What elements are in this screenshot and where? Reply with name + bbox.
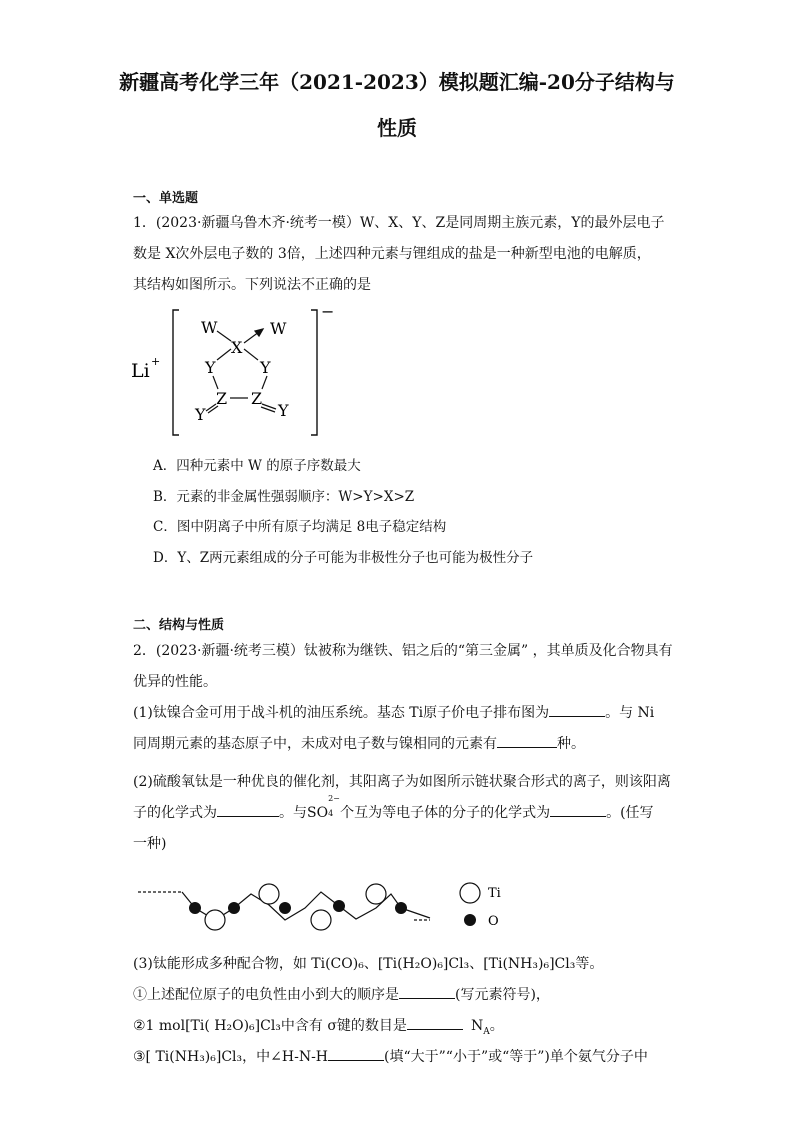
q1-option-d: D．Y、Z两元素组成的分子可能为非极性分子也可能为极性分子 xyxy=(153,550,534,566)
right-bracket xyxy=(311,310,317,435)
ti-atom xyxy=(205,910,225,930)
answer-blank-electronegativity[interactable] xyxy=(399,984,455,999)
o-atom xyxy=(395,902,407,914)
q2-stem-line2: 优异的性能。 xyxy=(133,674,217,690)
q2-stem-line1: 2．(2023·新疆·统考三模）钛被称为继铁、铝之后的“第三金属” ，其单质及化合物具有 xyxy=(133,643,673,659)
q2-part2-text-c: 个互为等电子体的分子的化学式为 xyxy=(340,805,551,821)
legend-ti-circle xyxy=(460,883,480,903)
q2-part3-sub1-text-b: (写元素符号)， xyxy=(455,987,550,1003)
avogadro-symbol: N xyxy=(470,1018,484,1034)
sulfate-sub-sup xyxy=(328,794,340,818)
atom-x: X xyxy=(231,338,243,357)
answer-blank-bond-angle[interactable] xyxy=(328,1046,384,1061)
q2-part3-sub2 xyxy=(133,1015,504,1037)
q2-part3-sub3-text-b: (填“大于”“小于”或“等于”)单个氨气分子中 xyxy=(384,1049,648,1065)
ti-atom xyxy=(259,884,279,904)
sulfate-charge: 2− xyxy=(328,794,340,803)
legend-ti-label: Ti xyxy=(488,886,501,901)
ti-atom xyxy=(366,884,386,904)
atom-y-bottom-left: Y xyxy=(195,405,206,424)
q2-part3-sub2-text-a: ②1 mol[Ti( H₂O)₆]Cl₃中含有 σ键的数目是 xyxy=(133,1018,407,1034)
q2-part1-line2 xyxy=(133,733,585,753)
section-heading-single-choice: 一、单选题 xyxy=(133,191,199,206)
atom-z-right: Z xyxy=(251,389,263,408)
q1-option-b: B．元素的非金属性强弱顺序：W>Y>X>Z xyxy=(153,489,415,505)
answer-blank-element-count[interactable] xyxy=(497,733,557,748)
q2-part1-text-b: 。与 Ni xyxy=(605,705,655,721)
chain-atoms xyxy=(189,884,407,930)
anion-charge: − xyxy=(321,305,335,321)
atom-y-left: Y xyxy=(205,358,216,377)
answer-blank-ti-config[interactable] xyxy=(549,702,605,717)
li-label: Li xyxy=(131,360,150,382)
legend-o-label: O xyxy=(488,914,499,929)
o-atom xyxy=(189,902,201,914)
q2-part1-text-c: 同周期元素的基态原子中，未成对电子数与镍相同的元素有 xyxy=(133,736,497,752)
atom-z-left: Z xyxy=(216,389,228,408)
q2-part2-text-b: 。与SO xyxy=(279,805,329,821)
o-atom xyxy=(228,902,240,914)
q2-part3-line1: (3)钛能形成多种配合物，如 Ti(CO)₆、[Ti(H₂O)₆]Cl₃、[Ti(NH₃)₆]Cl₃等。 xyxy=(133,956,604,972)
q2-part1-line1 xyxy=(133,702,654,722)
chain-legend xyxy=(460,883,501,929)
q2-part3-sub3-text-a: ③[ Ti(NH₃)₆]Cl₃，中∠H-N-H xyxy=(133,1049,329,1065)
answer-blank-isoelectronic[interactable] xyxy=(550,802,606,817)
q2-part2-text-a: 子的化学式为 xyxy=(133,805,217,821)
q2-part1-text-d: 种。 xyxy=(557,736,585,752)
o-atom xyxy=(279,902,291,914)
q1-option-a: A．四种元素中 W 的原子序数最大 xyxy=(153,458,361,474)
lithium-salt-structure-figure xyxy=(125,305,345,440)
q2-part3-sub3 xyxy=(133,1046,648,1066)
sulfate-subscript: 4 xyxy=(328,809,334,818)
q2-part2-line1: (2)硫酸氧钛是一种优良的催化剂，其阳离子为如图所示链状聚合形式的离子，则该阳离 xyxy=(133,774,671,790)
q2-part3-sub2-text-c: 。 xyxy=(489,1018,504,1034)
atom-y-right: Y xyxy=(260,358,271,377)
atom-w-left: W xyxy=(201,318,218,337)
q2-part3-sub1-text-a: ①上述配位原子的电负性由小到大的顺序是 xyxy=(133,987,399,1003)
answer-blank-cation-formula[interactable] xyxy=(217,802,279,817)
q2-part3-sub1 xyxy=(133,984,550,1004)
titanyl-chain-figure xyxy=(138,872,518,944)
document-title-line1: 新疆高考化学三年（2021-2023）模拟题汇编-20分子结构与 xyxy=(119,70,675,94)
section-heading-structure: 二、结构与性质 xyxy=(133,618,225,633)
legend-o-circle xyxy=(464,914,476,926)
q1-stem-line1: 1．(2023·新疆乌鲁木齐·统考一模）W、X、Y、Z是同周期主族元素，Y的最外层电子 xyxy=(133,215,665,231)
q1-option-c: C．图中阴离子中所有原子均满足 8电子稳定结构 xyxy=(153,519,447,535)
atom-y-bottom-right: Y xyxy=(278,401,289,420)
li-charge: + xyxy=(151,355,161,368)
o-atom xyxy=(333,900,345,912)
q2-part2-text-d: 。(任写 xyxy=(606,805,654,821)
q1-stem-line3: 其结构如图所示。下列说法不正确的是 xyxy=(133,277,371,293)
q2-part2-line3: 一种) xyxy=(133,836,167,852)
q1-stem-line2: 数是 X次外层电子数的 3倍，上述四种元素与锂组成的盐是一种新型电池的电解质， xyxy=(133,246,651,262)
q2-part1-text-a: (1)钛镍合金可用于战斗机的油压系统。基态 Ti原子价电子排布图为 xyxy=(133,705,550,721)
ti-atom xyxy=(311,910,331,930)
answer-blank-sigma-bonds[interactable] xyxy=(407,1015,463,1030)
q2-part2-line2 xyxy=(133,794,654,822)
document-title-line2: 性质 xyxy=(377,116,417,140)
avogadro-subscript: A xyxy=(483,1026,490,1037)
left-bracket xyxy=(173,310,179,435)
atom-w-right: W xyxy=(270,319,287,338)
